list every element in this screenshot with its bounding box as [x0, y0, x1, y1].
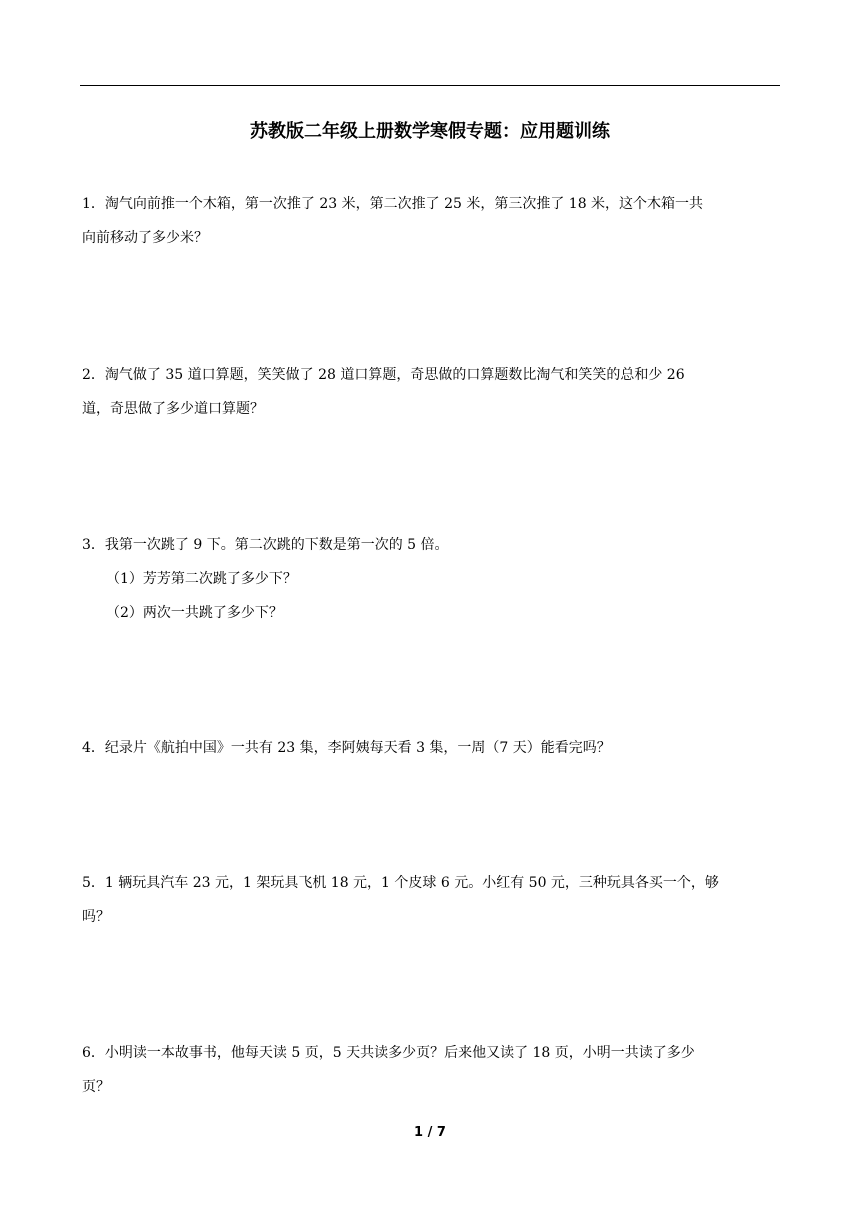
question-5: [82, 866, 772, 934]
page-number: 1 / 7: [414, 1125, 446, 1140]
document-title: 苏教版二年级上册数学寒假专题：应用题训练: [250, 121, 610, 142]
question-2: [82, 358, 772, 426]
question-text-line: 6．小明读一本故事书，他每天读 5 页，5 天共读多少页？后来他又读了 18 页，小明一共读了多少: [82, 1045, 695, 1061]
question-1: [82, 187, 772, 255]
question-text-line: 吗？: [82, 909, 110, 925]
question-6: [82, 1036, 772, 1104]
question-text-line: 1．淘气向前推一个木箱，第一次推了 23 米，第二次推了 25 米，第三次推了 18 米，这个木箱一共: [82, 196, 704, 212]
question-text-line: 4．纪录片《航拍中国》一共有 23 集，李阿姨每天看 3 集，一周（7 天）能看完吗？: [82, 740, 611, 756]
question-text-line: 向前移动了多少米？: [82, 230, 208, 246]
sub-question-1: （1）芳芳第二次跳了多少下？: [106, 571, 297, 587]
question-text-line: 5．1 辆玩具汽车 23 元，1 架玩具飞机 18 元，1 个皮球 6 元。小红有 50 元，三种玩具各买一个，够: [82, 875, 719, 891]
question-text-line: 2．淘气做了 35 道口算题，笑笑做了 28 道口算题，奇思做的口算题数比淘气和笑笑的总和少 26: [82, 367, 685, 383]
header-rule: [80, 85, 780, 86]
question-text-line: 3．我第一次跳了 9 下。第二次跳的下数是第一次的 5 倍。: [82, 537, 449, 553]
question-3: [82, 528, 772, 630]
question-text-line: 页？: [82, 1079, 110, 1095]
question-4: [82, 731, 772, 765]
sub-question-2: （2）两次一共跳了多少下？: [106, 605, 283, 621]
question-text-line: 道，奇思做了多少道口算题？: [82, 401, 264, 417]
